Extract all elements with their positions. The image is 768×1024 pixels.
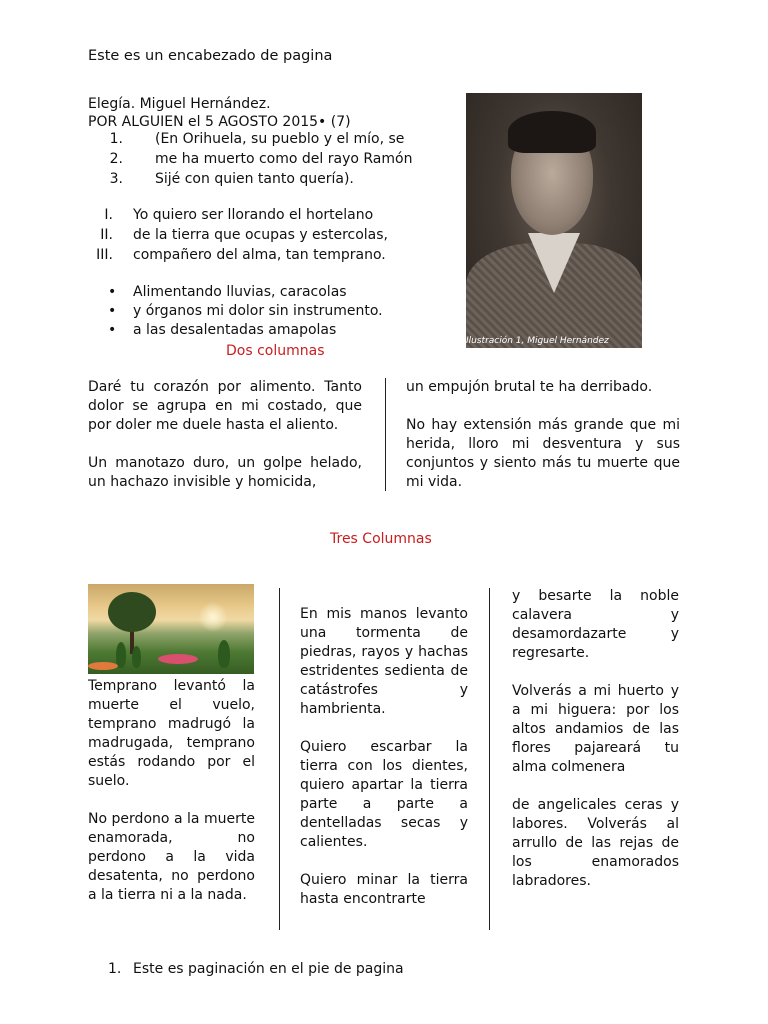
- landscape-tree: [108, 592, 156, 632]
- column-divider: [385, 378, 386, 491]
- list-item: • Alimentando lluvias, caracolas: [133, 283, 383, 302]
- section-title-two-columns: Dos columnas: [226, 343, 325, 359]
- list-number: 3.: [109, 171, 123, 187]
- three-column-third: [512, 587, 679, 891]
- roman-list: [96, 206, 388, 266]
- paragraph: Quiero escarbar la tierra con los dientes, quiero apartar la tierra parte a parte a dentelladas secas y calientes.: [300, 739, 468, 850]
- paragraph: y besarte la noble calavera y desamordazarte y regresarte.: [512, 588, 679, 661]
- list-text: compañero del alma, tan temprano.: [133, 247, 386, 263]
- photo-hair: [508, 111, 596, 153]
- list-number: I.: [104, 207, 113, 223]
- list-number: 2.: [109, 151, 123, 167]
- list-number: 1.: [109, 131, 123, 147]
- landscape-bush: [218, 640, 230, 668]
- list-item: • y órganos mi dolor sin instrumento.: [133, 302, 383, 321]
- column-divider: [279, 588, 280, 930]
- list-text: Yo quiero ser llorando el hortelano: [133, 207, 374, 223]
- paragraph: un empujón brutal te ha derribado.: [406, 379, 653, 395]
- portrait-photo: [466, 93, 642, 348]
- list-item: [96, 246, 388, 266]
- two-column-right: [406, 378, 680, 492]
- list-number: II.: [100, 227, 113, 243]
- landscape-bush: [132, 646, 141, 668]
- list-text: de la tierra que ocupas y estercolas,: [133, 227, 388, 243]
- bullet-list: [133, 283, 383, 340]
- footer-text: Este es paginación en el pie de pagina: [133, 961, 404, 977]
- landscape-flowers: [88, 662, 118, 670]
- poem-title: Elegía. Miguel Hernández.: [88, 96, 271, 112]
- page-footer: [108, 960, 404, 979]
- landscape-flowers: [158, 654, 198, 664]
- three-column-second: [300, 605, 468, 909]
- poem-byline: POR ALGUIEN el 5 AGOSTO 2015• (7): [88, 114, 351, 130]
- list-item: [104, 206, 388, 226]
- list-text: Sijé con quien tanto quería).: [155, 171, 354, 187]
- three-column-first: [88, 677, 255, 905]
- paragraph: Daré tu corazón por alimento. Tanto dolor se agrupa en mi costado, que por doler me duele hasta el aliento.: [88, 379, 362, 433]
- list-item: • a las desalentadas amapolas: [133, 321, 383, 340]
- paragraph: Temprano levantó la muerte el vuelo, temprano madrugó la madrugada, temprano estás rodando por el suelo.: [88, 678, 255, 789]
- paragraph: Quiero minar la tierra hasta encontrarte: [300, 872, 468, 907]
- list-number: III.: [96, 247, 113, 263]
- paragraph: En mis manos levanto una tormenta de piedras, rayos y hachas estridentes sedienta de catástrofes y hambrienta.: [300, 606, 468, 717]
- page-header: Este es un encabezado de pagina: [88, 48, 333, 64]
- list-item: [109, 150, 413, 170]
- list-item: [109, 170, 412, 190]
- list-text: me ha muerto como del rayo Ramón: [155, 151, 413, 167]
- two-column-left: [88, 378, 362, 492]
- landscape-sun: [198, 602, 228, 632]
- column-divider: [489, 588, 490, 930]
- paragraph: No perdono a la muerte enamorada, no perdono a la vida desatenta, no perdono a la tierra ni a la nada.: [88, 811, 255, 903]
- photo-caption: Ilustración 1, Miguel Hernández: [466, 336, 609, 346]
- paragraph: Un manotazo duro, un golpe helado, un hachazo invisible y homicida,: [88, 455, 362, 490]
- list-item: [100, 226, 388, 246]
- poem-title-block: [88, 95, 351, 131]
- paragraph: Volverás a mi huerto y a mi higuera: por los altos andamios de las flores pajareará tu alma colmenera: [512, 683, 679, 775]
- footer-number: 1.: [108, 961, 122, 977]
- paragraph: de angelicales ceras y labores. Volverás al arrullo de las rejas de los enamorados labradores.: [512, 797, 679, 889]
- list-text: (En Orihuela, su pueblo y el mío, se: [155, 131, 405, 147]
- landscape-image: [88, 584, 254, 674]
- section-title-three-columns: Tres Columnas: [330, 531, 432, 547]
- paragraph: No hay extensión más grande que mi herida, lloro mi desventura y sus conjuntos y siento más tu muerte que mi vida.: [406, 417, 680, 490]
- list-item: [109, 130, 412, 150]
- numbered-list: [109, 130, 413, 190]
